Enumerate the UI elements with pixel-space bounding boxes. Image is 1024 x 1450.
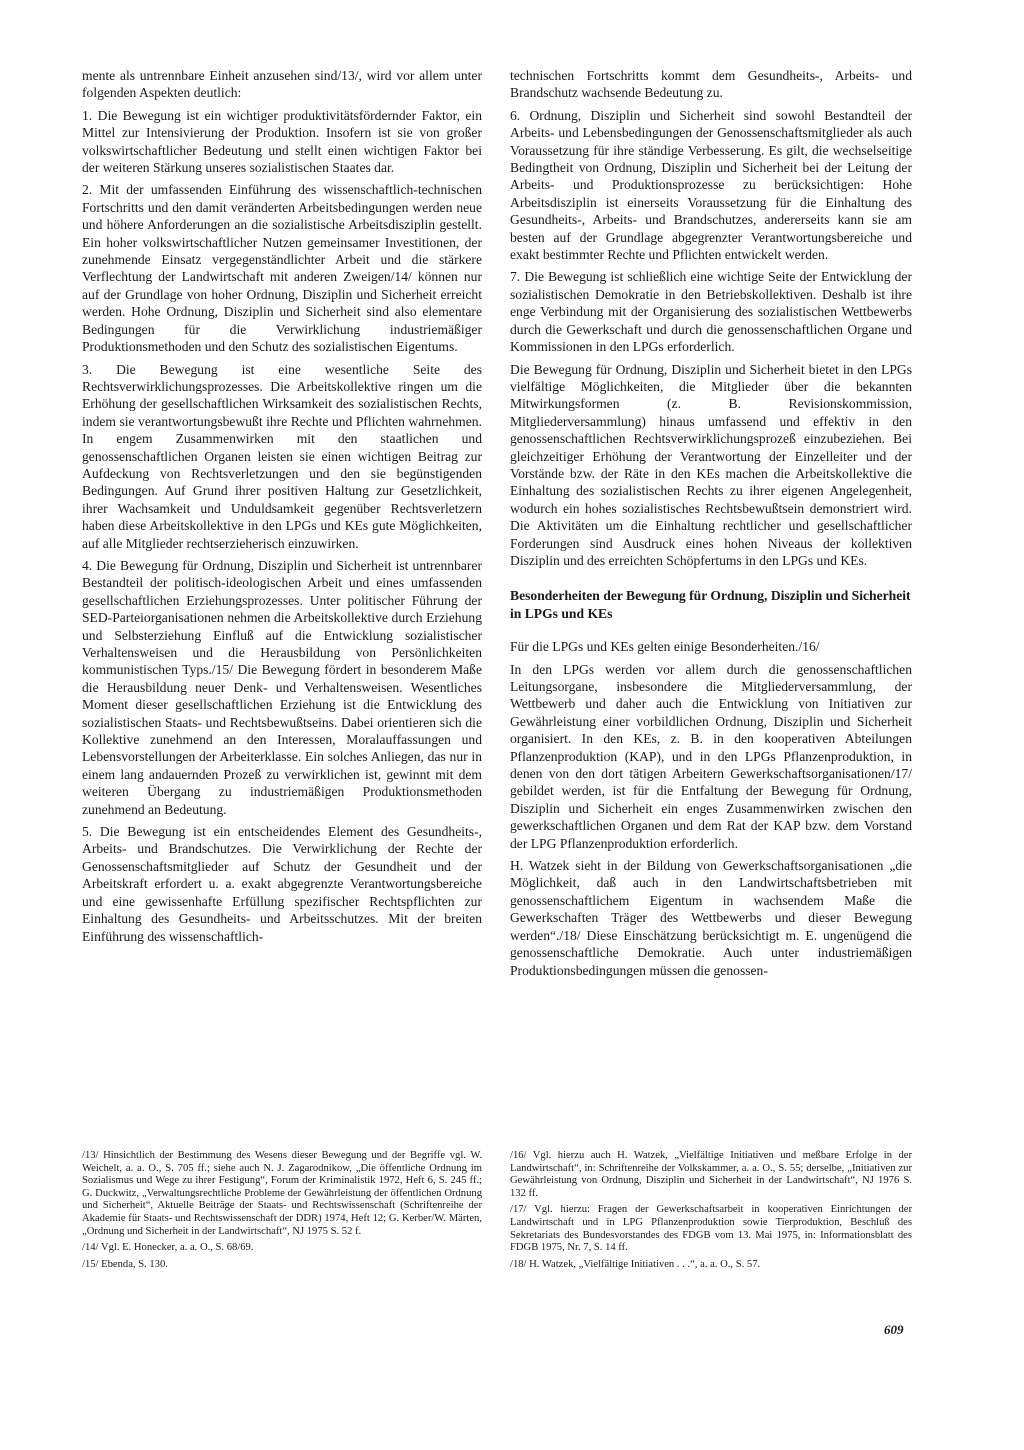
paragraph-point-6: 6. Ordnung, Disziplin und Sicherheit sind sowohl Bestandteil der Arbeits- und Lebensbedingungen der Genossenschaftsmitglieder als auch Voraussetzung für ihre ständige Verbesserung. Es gilt, die wechselseitige Bedingtheit von Ordnung, Disziplin und Sicherheit bei der Leitung der Arbeits- und Produktionsprozesse zu berücksichtigen: Hohe Arbeitsdisziplin ist einerseits Voraussetzung für die Einhaltung des Gesundheits-, Arbeits- und Brandschutzes, andererseits kann sie am besten auf der Grundlage abgegrenzter Verantwortungsbereiche und exakt bestimmter Rechte und Pflichten entwickelt werden. [510, 107, 912, 263]
footnote-16: /16/ Vgl. hierzu auch H. Watzek, „Vielfältige Initiativen und meßbare Erfolge in der Landwirtschaft“, in: Schriftenreihe der Volkskammer, a. a. O., S. 55; derselbe, „Initiativen zur Gewährleistung von Ordnung, Disziplin und Sicherheit in der Landwirtschaft“, NJ 1976 S. 132 ff. [510, 1150, 912, 1199]
paragraph-point-2: 2. Mit der umfassenden Einführung des wissenschaftlich-technischen Fortschritts und den damit veränderten Arbeitsbedingungen werden neue und höhere Anforderungen an die sozialistische Arbeitsdisziplin gestellt. Ein hoher volkswirtschaftlicher Nutzen gemeinsamer Investitionen, der zunehmende Einsatz vergegenständlichter Arbeit und die stärkere Verflechtung der Landwirtschaft mit anderen Zweigen/14/ können nur auf der Grundlage von hoher Ordnung, Disziplin und Sicherheit erreicht werden. Hohe Ordnung, Disziplin und Sicherheit sind also elementare Bedingungen für die Verwirklichung industriemäßiger Produktionsmethoden und den Schutz des sozialistischen Eigentums. [82, 182, 482, 355]
section-heading: Besonderheiten der Bewegung für Ordnung, Disziplin und Sicherheit in LPGs und KEs [510, 588, 911, 621]
paragraph-special-features: Für die LPGs und KEs gelten einige Besonderheiten./16/ [510, 639, 820, 655]
footnote-13: /13/ Hinsichtlich der Bestimmung des Wesens dieser Bewegung und der Begriffe vgl. W. Weichelt, a. a. O., S. 705 ff.; siehe auch N. J. Zagarodnikow, „Die öffentliche Ordnung im Sozialismus und Wege zu ihrer Festigung“, Forum der Kriminalistik 1972, Heft 6, S. 245 ff.; G. Duckwitz, „Verwaltungsrechtliche Probleme der Gewährleistung der öffentlichen Ordnung und Sicherheit“, Aktuelle Beiträge der Staats- und Rechtswissenschaft (Schriftenreihe der Akademie für Staats- und Rechtswissenschaft der DDR) 1974, Heft 12; G. Kerber/W. Märten, „Ordnung und Sicherheit in der Landwirtschaft“, NJ 1975 S. 52 f. [82, 1150, 482, 1237]
paragraph-watzek: H. Watzek sieht in der Bildung von Gewerkschaftsorganisationen „die Möglichkeit, daß auch in den Landwirtschaftsbetrieben mit genossenschaftlichem Eigentum in wachsendem Maße die Gewerkschaften Träger des Wettbewerbs und dieser Bewegung werden“./18/ Diese Einschätzung berücksichtigt m. E. ungenügend die genossenschaftliche Demokratie. Auch unter industriemäßigen Produktionsbedingungen müssen die genossen- [510, 858, 912, 978]
paragraph-lpg-possibilities: Die Bewegung für Ordnung, Disziplin und Sicherheit bietet in den LPGs vielfältige Möglichkeiten, die Mitglieder über die bekannten Mitwirkungsformen (z. B. Revisionskommission, Mitgliederversammlung) hinaus umfassend und effektiv in den genossenschaftlichen Rechtsverwirklichungsprozeß einzubeziehen. Bei gleichzeitiger Erhöhung der Verantwortung der Einzelleiter und der Vorstände bzw. der Räte in den KEs machen die Arbeitskollektive die Einhaltung des sozialistischen Rechts zu ihrer eigenen Angelegenheit, wodurch ein hohes sozialistisches Rechtsbewußtsein demonstriert wird. Die Aktivitäten um die Einhaltung rechtlicher und gesellschaftlicher Forderungen sind Ausdruck eines hohen Niveaus der kollektiven Disziplin und des erreichten Schöpfertums in den LPGs und KEs. [510, 361, 912, 568]
left-footnotes [82, 1150, 482, 1275]
left-column [82, 67, 482, 950]
paragraph-point-5: 5. Die Bewegung ist ein entscheidendes Element des Gesundheits-, Arbeits- und Brandschutzes. Die Verwirklichung der Rechte der Genossenschaftsmitglieder auf Schutz der Gesundheit und der Arbeitskraft erfordert u. a. exakt abgegrenzte Verantwortungsbereiche und eine gewissenhafte Erfüllung spezifischer Rechtspflichten zur Einhaltung des Gesundheits- und Arbeitsschutzes. Mit der breiten Einführung des wissenschaftlich- [82, 824, 482, 944]
footnote-18: /18/ H. Watzek, „Vielfältige Initiativen . . .“, a. a. O., S. 57. [510, 1258, 761, 1270]
paragraph-point-7: 7. Die Bewegung ist schließlich eine wichtige Seite der Entwicklung der sozialistischen Demokratie in den Betriebskollektiven. Deshalb ist ihre enge Verbindung mit der Organisierung des sozialistischen Wettbewerbs durch die Gewerkschaft und durch die genossenschaftlichen Organe und Kommissionen in den LPGs erforderlich. [510, 269, 912, 355]
footnote-15: /15/ Ebenda, S. 130. [82, 1258, 168, 1270]
right-footnotes [510, 1150, 912, 1275]
page-number: 609 [884, 1322, 904, 1337]
paragraph-point-4: 4. Die Bewegung für Ordnung, Disziplin und Sicherheit ist untrennbarer Bestandteil der politisch-ideologischen Arbeit und eines umfassenden gesellschaftlichen Erziehungsprozesses. Unter politischer Führung der SED-Parteiorganisationen nehmen die Arbeitskollektive durch Erziehung und Selbsterziehung Einfluß auf die Entwicklung sozialistischer Verhaltensweisen und die Herausbildung von Persönlichkeiten kommunistischen Typs./15/ Die Bewegung fördert in besonderem Maße die Herausbildung neuer Denk- und Verhaltensweisen. Wesentliches Moment dieser gesellschaftlichen Erziehung ist die Entwicklung des sozialistischen Staats- und Rechtsbewußtseins. Dabei orientieren sich die Kollektive zunehmend an den Interessen, Moralauffassungen und Lebensvorstellungen der Arbeiterklasse. Ein solches Anliegen, das nur in einem lang andauernden Prozeß zu verwirklichen ist, gewinnt mit dem weiteren Übergang zu industriemäßigen Produktionsmethoden zunehmend an Bedeutung. [82, 557, 482, 817]
paragraph-lpg-organs: In den LPGs werden vor allem durch die genossenschaftlichen Leitungsorgane, insbesondere die Mitgliederversammlung, der Wettbewerb und daher auch die Entwicklung von Initiativen zur Gewährleistung einer vorbildlichen Ordnung, Disziplin und Sicherheit organisiert. In den KEs, z. B. in den kooperativen Abteilungen Pflanzenproduktion (KAP), und in den LPGs Pflanzenproduktion, in denen von den dort tätigen Arbeitern Gewerkschaftsorganisationen/17/ gebildet werden, ist für die Entfaltung der Bewegung für Ordnung, Disziplin und Sicherheit ein enges Zusammenwirken zwischen den gewerkschaftlichen Organen und dem Rat der KAP bzw. dem Vorstand der LPG Pflanzenproduktion erforderlich. [510, 661, 912, 851]
footnote-17: /17/ Vgl. hierzu: Fragen der Gewerkschaftsarbeit in kooperativen Einrichtungen der Landwirtschaft und in LPG Pflanzenproduktion sowie Tierproduktion, Beschluß des Sekretariats des Bundesvorstandes des FDGB vom 13. Mai 1975, in: Informationsblatt des FDGB 1975, Nr. 7, S. 14 ff. [510, 1204, 912, 1254]
right-column [510, 67, 912, 984]
footnote-14: /14/ Vgl. E. Honecker, a. a. O., S. 68/69. [82, 1242, 254, 1254]
paragraph-continuation: technischen Fortschritts kommt dem Gesundheits-, Arbeits- und Brandschutz wachsende Bedeutung zu. [510, 68, 912, 101]
paragraph-intro: mente als untrennbare Einheit anzusehen sind/13/, wird vor allem unter folgenden Aspekten deutlich: [82, 68, 482, 101]
paragraph-point-3: 3. Die Bewegung ist eine wesentliche Seite des Rechtsverwirklichungsprozesses. Die Arbeitskollektive ringen um die Erhöhung der gesellschaftlichen Wirksamkeit des sozialistischen Rechts, indem sie verantwortungsbewußt ihre Rechte und Pflichten wahrnehmen. In engem Zusammenwirken mit den staatlichen und genossenschaftlichen Organen leisten sie einen wichtigen Beitrag zur Aufdeckung von Rechtsverletzungen und den sie begünstigenden Bedingungen. Auf Grund ihrer positiven Haltung zur Gesetzlichkeit, ihrer Wachsamkeit und Unduldsamkeit gegenüber Rechtsverletzern haben diese Arbeitskollektive in den LPGs und KEs gute Möglichkeiten, auf alle Mitglieder rechtserzieherisch einzuwirken. [82, 361, 482, 551]
paragraph-point-1: 1. Die Bewegung ist ein wichtiger produktivitätsfördernder Faktor, ein Mittel zur Intensivierung der Produktion. Insofern ist sie von großer volkswirtschaftlicher Bedeutung und stellt einen wichtigen Faktor bei der weiteren Stärkung unseres sozialistischen Staates dar. [82, 107, 482, 176]
